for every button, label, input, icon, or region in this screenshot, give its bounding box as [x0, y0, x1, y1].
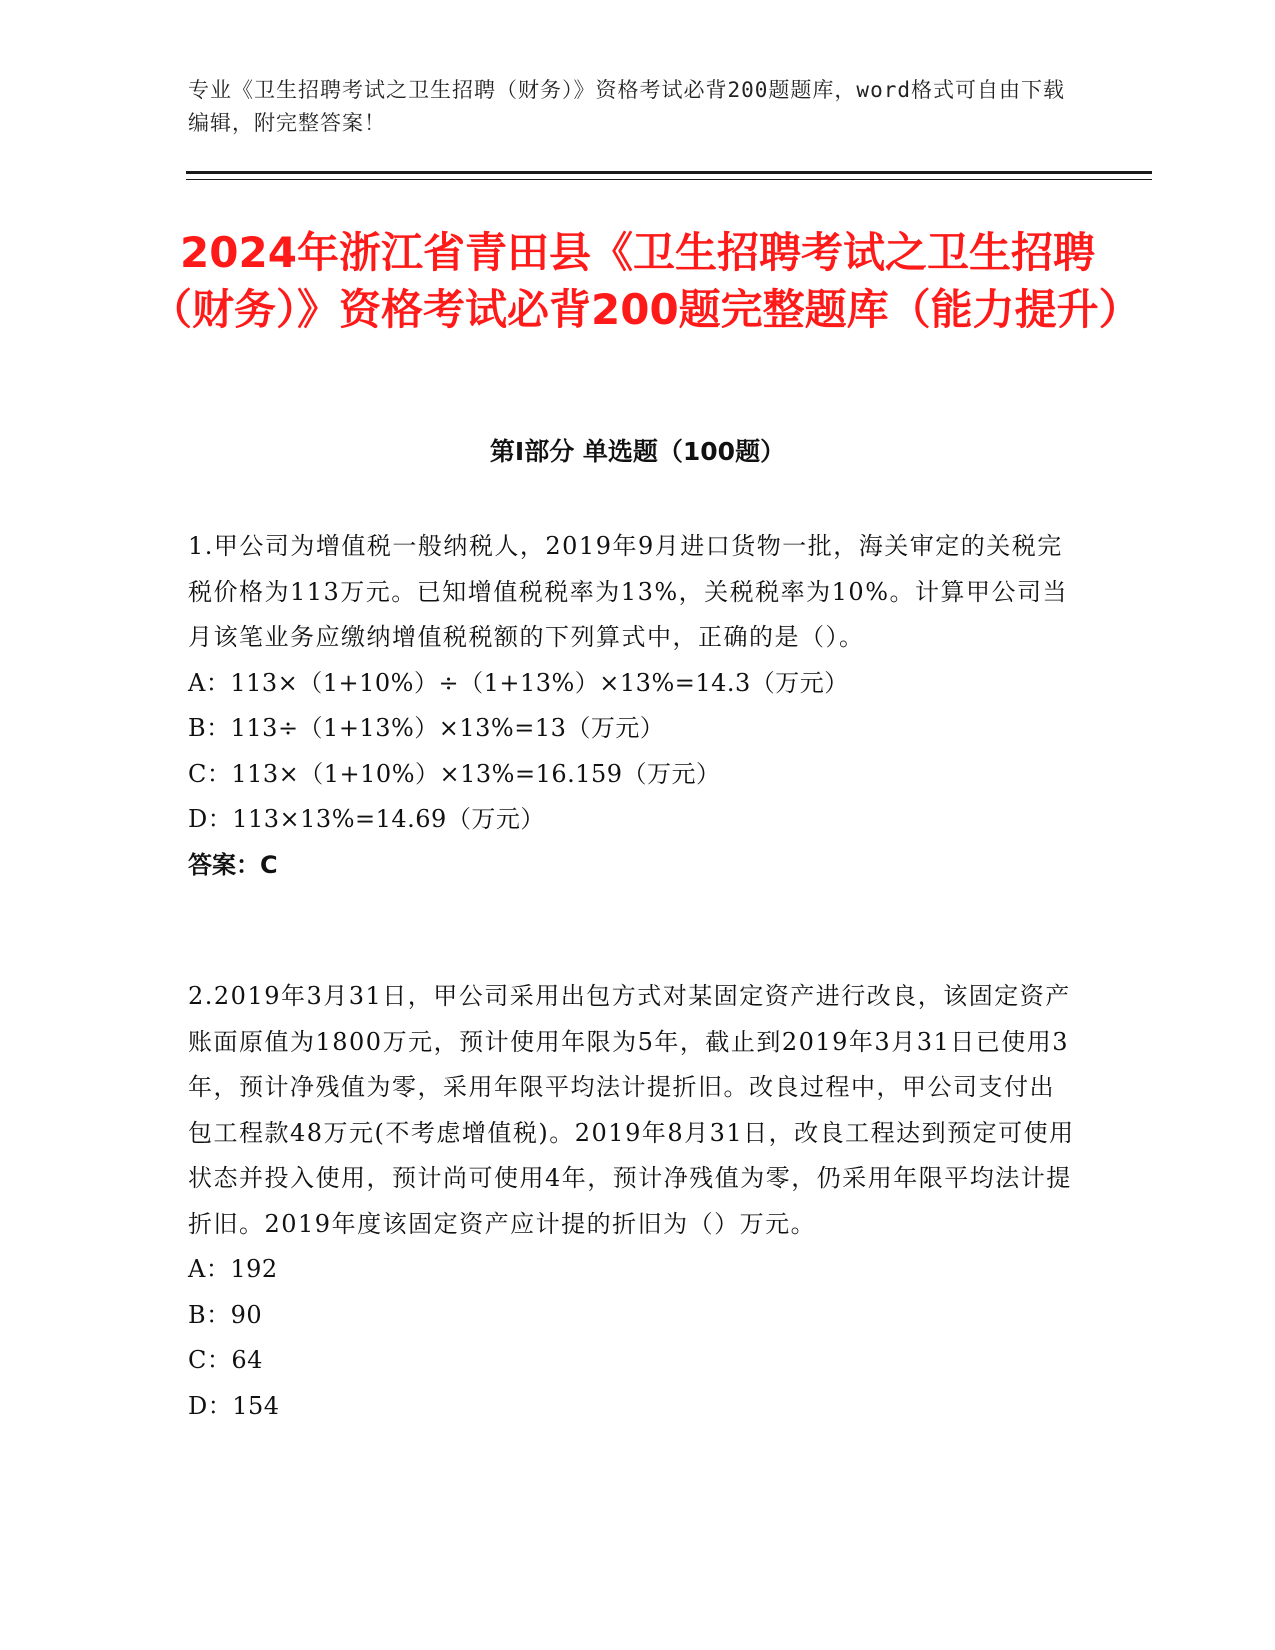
- question-1: [188, 524, 1078, 888]
- option-c: C：64: [188, 1346, 263, 1374]
- question-2: [188, 974, 1078, 1429]
- question-stem: 2.2019年3月31日，甲公司采用出包方式对某固定资产进行改良，该固定资产账面原值为1800万元，预计使用年限为5年，截止到2019年3月31日已使用3年，预计净残值为零，采用年限平均法计提折旧。改良过程中，甲公司支付出包工程款48万元(不考虑增值税)。2019年8月31日，改良工程达到预定可使用状态并投入使用，预计尚可使用4年，预计净残值为零，仍采用年限平均法计提折旧。2019年度该固定资产应计提的折旧为（）万元。: [188, 982, 1075, 1238]
- option-b: B：113÷（1+13%）×13%=13（万元）: [188, 714, 665, 742]
- answer-label: 答案：C: [188, 850, 278, 879]
- header-note: 专业《卫生招聘考试之卫生招聘（财务）》资格考试必背200题题库，word格式可自由下载编辑，附完整答案！: [188, 78, 1065, 135]
- question-stem: 1.甲公司为增值税一般纳税人，2019年9月进口货物一批，海关审定的关税完税价格为113万元。已知增值税税率为13%，关税税率为10%。计算甲公司当月该笔业务应缴纳增值税税额的下列算式中，正确的是（）。: [188, 532, 1068, 651]
- option-d: D：113×13%=14.69（万元）: [188, 805, 545, 833]
- option-b: B：90: [188, 1300, 263, 1329]
- section-title: 第Ⅰ部分 单选题（100题）: [489, 437, 786, 466]
- option-c: C：113×（1+10%）×13%=16.159（万元）: [188, 759, 721, 788]
- option-a: A：113×（1+10%）÷（1+13%）×13%=14.3（万元）: [188, 668, 849, 697]
- option-d: D：154: [188, 1391, 280, 1420]
- header-divider-thin: [186, 179, 1152, 180]
- header-divider-thick: [186, 171, 1152, 174]
- document-title: 2024年浙江省青田县《卫生招聘考试之卫生招聘（财务）》资格考试必背200题完整题库（能力提升）: [150, 228, 1141, 334]
- option-a: A：192: [188, 1255, 278, 1283]
